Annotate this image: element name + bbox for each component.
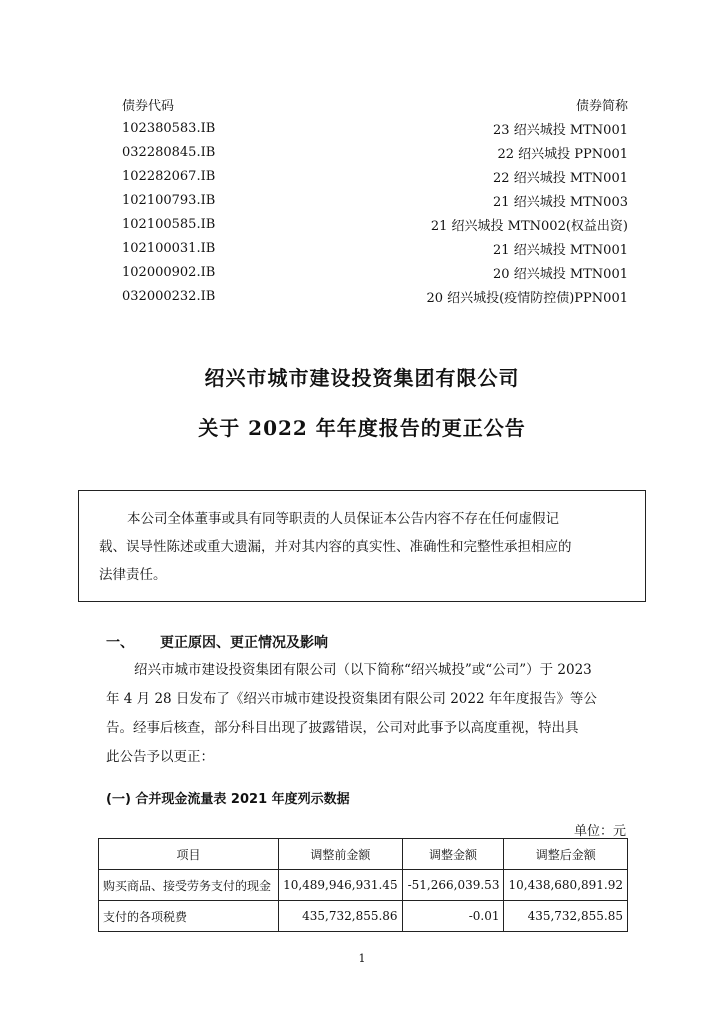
cell-item: 支付的各项税费 [99,901,279,932]
bond-row [122,164,628,188]
bond-code-header: 债券代码 [122,98,175,114]
bond-code: 102100793.IB [122,192,216,208]
bond-name: 20 绍兴城投 MTN001 [493,266,628,282]
bond-row [122,212,628,236]
paragraph-line: 年 4 月 28 日发布了《绍兴市城市建设投资集团有限公司 2022 年年度报告》等公 [106,691,597,707]
bond-name: 22 绍兴城投 MTN001 [493,170,628,186]
table-row [99,870,628,901]
bond-name: 20 绍兴城投(疫情防控债)PPN001 [426,290,628,306]
bond-list-header [122,92,628,116]
bond-name: 21 绍兴城投 MTN001 [493,242,628,258]
paragraph-line: 此公告予以更正： [106,749,214,765]
disclaimer-box [78,490,646,602]
unit-label: 单位：元 [573,824,626,839]
header-item: 项目 [99,839,279,870]
bond-row [122,260,628,284]
disclaimer-line: 本公司全体董事或具有同等职责的人员保证本公告内容不存在任何虚假记 [127,511,559,527]
document-title-subject: 关于 2022 年年度报告的更正公告 [198,416,526,440]
bond-code: 102100031.IB [122,240,216,256]
cell-before: 10,489,946,931.45 [279,870,403,901]
bond-row [122,140,628,164]
bond-name-header: 债券简称 [575,98,628,114]
bond-code: 032280845.IB [122,144,216,160]
bond-row [122,284,628,308]
bond-row [122,116,628,140]
disclaimer-line: 载、误导性陈述或重大遗漏，并对其内容的真实性、准确性和完整性承担相应的 [99,539,572,555]
cell-item: 购买商品、接受劳务支付的现金 [99,870,279,901]
paragraph-line: 绍兴市城市建设投资集团有限公司（以下简称“绍兴城投”或“公司”）于 2023 [134,662,592,678]
table-header-row [99,839,628,870]
section-paragraph [106,656,626,772]
bond-code: 102282067.IB [122,168,216,184]
paragraph-line: 告。经事后核查，部分科目出现了披露错误，公司对此事予以高度重视，特出具 [106,720,579,736]
page-number: 1 [358,952,366,965]
cell-adjust: -0.01 [402,901,504,932]
cell-after: 435,732,855.85 [504,901,628,932]
document-title-company: 绍兴市城市建设投资集团有限公司 [204,366,520,390]
bond-code: 102380583.IB [122,120,216,136]
cell-after: 10,438,680,891.92 [504,870,628,901]
bond-code: 032000232.IB [122,288,216,304]
header-after: 调整后金额 [504,839,628,870]
bond-code: 102100585.IB [122,216,216,232]
bond-row [122,188,628,212]
header-before: 调整前金额 [279,839,403,870]
cell-before: 435,732,855.86 [279,901,403,932]
bond-code: 102000902.IB [122,264,216,280]
bond-name: 21 绍兴城投 MTN003 [493,194,628,210]
bond-name: 23 绍兴城投 MTN001 [493,122,628,138]
cell-adjust: -51,266,039.53 [402,870,504,901]
bond-list [122,92,628,308]
bond-name: 22 绍兴城投 PPN001 [497,146,628,162]
cash-flow-table [98,838,628,932]
subsection-heading: (一) 合并现金流量表 2021 年度列示数据 [106,792,350,807]
section-number: 一、 [106,635,134,651]
disclaimer-line: 法律责任。 [99,567,167,583]
section-title: 更正原因、更正情况及影响 [160,635,328,651]
bond-name: 21 绍兴城投 MTN002(权益出资) [430,218,628,234]
section-heading [106,632,328,652]
header-adjust: 调整金额 [402,839,504,870]
bond-row [122,236,628,260]
table-row [99,901,628,932]
